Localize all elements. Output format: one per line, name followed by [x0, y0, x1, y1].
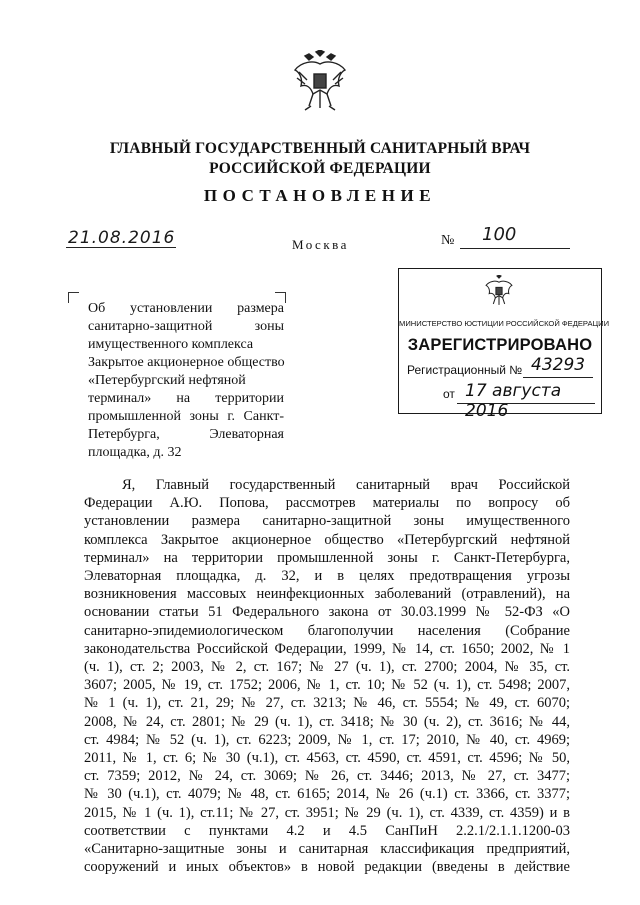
number-underline — [460, 248, 570, 249]
body-line: Элеваторная площадка, д. 32, и в целях предотвращения угрозы — [84, 568, 570, 585]
stamp-emblem-icon — [484, 275, 514, 307]
subject-line: Об установлении размера — [88, 301, 284, 316]
subject-line: санитарно-защитной зоны — [88, 319, 284, 334]
body-line: № 30 (ч.1), ст. 4079; № 48, ст. 6165; 2014, № 26 (ч.1) ст. 3366, ст. 3377; — [84, 786, 570, 803]
body-line: ст. 4984; № 52 (ч. 1), ст. 6223; 2009, № 1, ст. 17; 2010, № 40, ст. 4969; — [84, 731, 570, 748]
body-line: Федерации А.Ю. Попова, рассмотрев материалы по вопросу об — [84, 495, 570, 512]
city-label: Москва — [292, 237, 349, 252]
body-paragraph — [84, 476, 570, 876]
body-line: санитарно-эпидемиологическом благополучии населения (Собрание — [84, 622, 570, 639]
subject-bracket-left — [68, 292, 79, 303]
body-line: 2011, № 1, ст. 6; № 30 (ч.1), ст. 4563, ст. 4590, ст. 4591, ст. 4596; № 50, — [84, 750, 570, 767]
stamp-reg-date: 17 августа 2016 — [465, 381, 562, 421]
subject-line: терминал» на территории — [88, 391, 284, 406]
stamp-reg-number-label: Регистрационный № — [407, 363, 523, 377]
subject-line: Петербурга, Элеваторная — [88, 427, 284, 442]
body-line: (ч. 1), ст. 2; 2003, № 2, ст. 167; № 27 (ч. 1), ст. 2700; 2004, № 35, ст. — [84, 659, 570, 676]
body-line: комплекса Закрытое акционерное общество «Петербургский нефтяной — [84, 531, 570, 548]
body-line: 2008, № 24, ст. 2801; № 29 (ч. 1), ст. 3418; № 30 (ч. 2), ст. 3616; № 44, — [84, 713, 570, 730]
body-line: установлении размера санитарно-защитной зоны имущественного — [84, 513, 570, 530]
body-line: 2015, № 1 (ч. 1), ст.11; № 27, ст. 3951; № 29 (ч. 1), ст. 4339, ст. 4359) и в — [84, 804, 570, 821]
subject-line: площадка, д. 32 — [88, 445, 182, 460]
body-line: возникновения массовых неинфекционных заболеваний (отравлений), на — [84, 586, 570, 603]
body-line: 3607; 2005, № 19, ст. 1752; 2006, № 1, ст. 10; № 52 (ч. 1), ст. 5498; 2007, — [84, 677, 570, 694]
stamp-reg-number: 43293 — [531, 355, 586, 375]
coat-of-arms-emblem — [291, 50, 349, 112]
stamp-from-label: от — [443, 387, 455, 401]
subject-line: имущественного комплекса — [88, 337, 254, 352]
number-sign: № — [441, 233, 455, 248]
issuer-title-line2: РОССИЙСКОЙ ФЕДЕРАЦИИ — [209, 160, 431, 177]
body-line: «Санитарно-защитные зоны и санитарная классификация предприятий, — [84, 841, 570, 858]
handwritten-date: 21.08.2016 — [68, 228, 176, 248]
subject-line: Закрытое акционерное общество — [88, 355, 285, 370]
stamp-date-underline — [457, 403, 595, 404]
body-line: ст. 7359; 2012, № 24, ст. 3069; № 26, ст. 3446; 2013, № 27, ст. 3477; — [84, 768, 570, 785]
stamp-number-underline — [523, 377, 593, 378]
body-line: основании статьи 51 Федерального закона от 30.03.1999 № 52-ФЗ «О — [84, 604, 570, 621]
handwritten-number: 100 — [482, 224, 517, 245]
subject-line: «Петербургский нефтяной — [88, 373, 246, 388]
body-line: терминал» на территории промышленной зоны г. Санкт-Петербурга, — [84, 549, 570, 566]
date-underline — [66, 247, 176, 248]
body-line: Я, Главный государственный санитарный врач Российской — [122, 477, 570, 493]
subject-block — [88, 300, 284, 462]
body-line: законодательства Российской Федерации, 1999, № 14, ст. 1650; 2002, № 1 — [84, 640, 570, 657]
registration-stamp — [398, 268, 610, 421]
body-line: соответствии с пунктами 4.2 и 4.5 СанПиН 2.2.1/2.1.1.1200-03 — [84, 822, 570, 839]
document-type-title: ПОСТАНОВЛЕНИЕ — [203, 186, 437, 205]
body-line: сооружений и иных объектов» в новой редакции (введены в действие — [84, 859, 570, 876]
body-line: № 1 (ч. 1), ст. 21, 29; № 27, ст. 3213; № 46, ст. 5554; № 49, ст. 6070; — [84, 695, 570, 712]
issuer-title-line1: ГЛАВНЫЙ ГОСУДАРСТВЕННЫЙ САНИТАРНЫЙ ВРАЧ — [109, 140, 531, 157]
subject-line: промышленной зоны г. Санкт- — [88, 409, 284, 424]
stamp-registered-label: ЗАРЕГИСТРИРОВАНО — [407, 336, 593, 354]
stamp-ministry-name: МИНИСТЕРСТВО ЮСТИЦИИ РОССИЙСКОЙ ФЕДЕРАЦИИ — [399, 319, 610, 328]
